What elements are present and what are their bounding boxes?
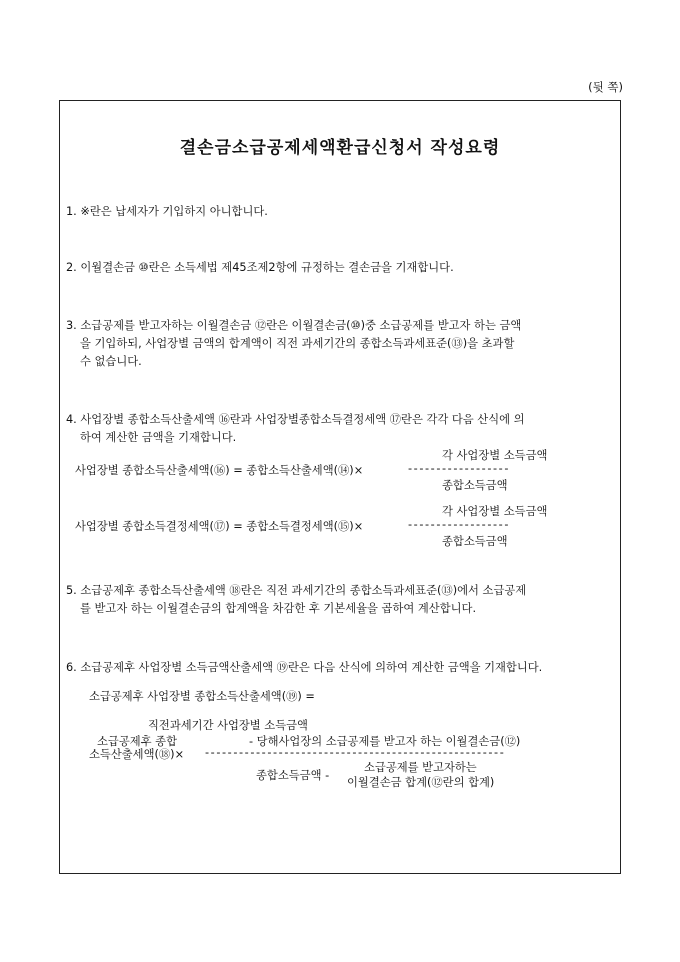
item-3-line-3: 수 없습니다. (80, 355, 142, 368)
formula-16-left: 사업장별 종합소득산출세액(⑯) = 종합소득산출세액(⑭)× (75, 464, 364, 477)
instruction-item-2: 2. 이월결손금 ⑩란은 소득세법 제45조제2항에 규정하는 결손금을 기재합니다. (66, 261, 454, 274)
formula-19-denominator-b1: 소급공제를 받고자하는 (364, 761, 477, 774)
formula-19-numerator-2: - 당해사업장의 소급공제를 받고자 하는 이월결손금(⑫) (249, 735, 521, 748)
instruction-item-5 (66, 582, 611, 618)
formula-19-head: 소급공제후 사업장별 종합소득산출세액(⑲) = (89, 690, 315, 703)
formula-17-fraction-bar: - - - - - - - - - - - - - - - - - - (408, 518, 508, 531)
item-4-line-1: 4. 사업장별 종합소득산출세액 ⑯란과 사업장별종합소득결정세액 ⑰란은 각각 다음 산식에 의 (66, 413, 525, 426)
page-side-note: (뒷 쪽) (588, 80, 623, 94)
formula-16-fraction-bar: - - - - - - - - - - - - - - - - - - (408, 462, 508, 475)
instruction-item-3 (66, 317, 611, 371)
item-5-line-2: 를 받고자 하는 이월결손금의 합계액을 차감한 후 기본세율을 곱하여 계산합니다. (80, 602, 477, 615)
formula-19-numerator-1: 직전과세기간 사업장별 소득금액 (148, 719, 308, 732)
formula-19-left-1: 소급공제후 종합 (97, 735, 177, 748)
formula-19-denominator-b2: 이월결손금 합계(⑫란의 합계) (347, 776, 495, 789)
instruction-item-4 (66, 411, 611, 447)
instruction-item-6: 6. 소급공제후 사업장별 소득금액산출세액 ⑲란은 다음 산식에 의하여 계산한 금액을 기재합니다. (66, 661, 543, 674)
formula-16-numerator: 각 사업장별 소득금액 (442, 449, 548, 462)
item-4-line-2: 하여 계산한 금액을 기재합니다. (80, 431, 237, 444)
formula-19-denominator-a: 종합소득금액 - (256, 769, 330, 782)
formula-17-left: 사업장별 종합소득결정세액(⑰) = 종합소득결정세액(⑮)× (75, 520, 364, 533)
document-title: 결손금소급공제세액환급신청서 작성요령 (179, 138, 501, 158)
formula-19-fraction-bar: - - - - - - - - - - - - - - - - - - - - - - - - - - - - - - - - - - - - - - - - - - - - - - - - - - - - - (205, 746, 503, 759)
formula-17-numerator: 각 사업장별 소득금액 (442, 505, 548, 518)
formula-19-left-2: 소득산출세액(⑱)× (89, 748, 185, 761)
formula-17-denominator: 종합소득금액 (442, 535, 508, 548)
instruction-item-1: 1. ※란은 납세자가 기입하지 아니합니다. (66, 205, 268, 218)
item-3-line-2: 을 기입하되, 사업장별 금액의 합계액이 직전 과세기간의 종합소득과세표준(⑬)을 초과할 (80, 337, 515, 350)
formula-16-denominator: 종합소득금액 (442, 479, 508, 492)
item-5-line-1: 5. 소급공제후 종합소득산출세액 ⑱란은 직전 과세기간의 종합소득과세표준(⑬)에서 소급공제 (66, 584, 527, 597)
item-3-line-1: 3. 소급공제를 받고자하는 이월결손금 ⑫란은 이월결손금(⑩)중 소급공제를 받고자 하는 금액 (66, 319, 522, 332)
